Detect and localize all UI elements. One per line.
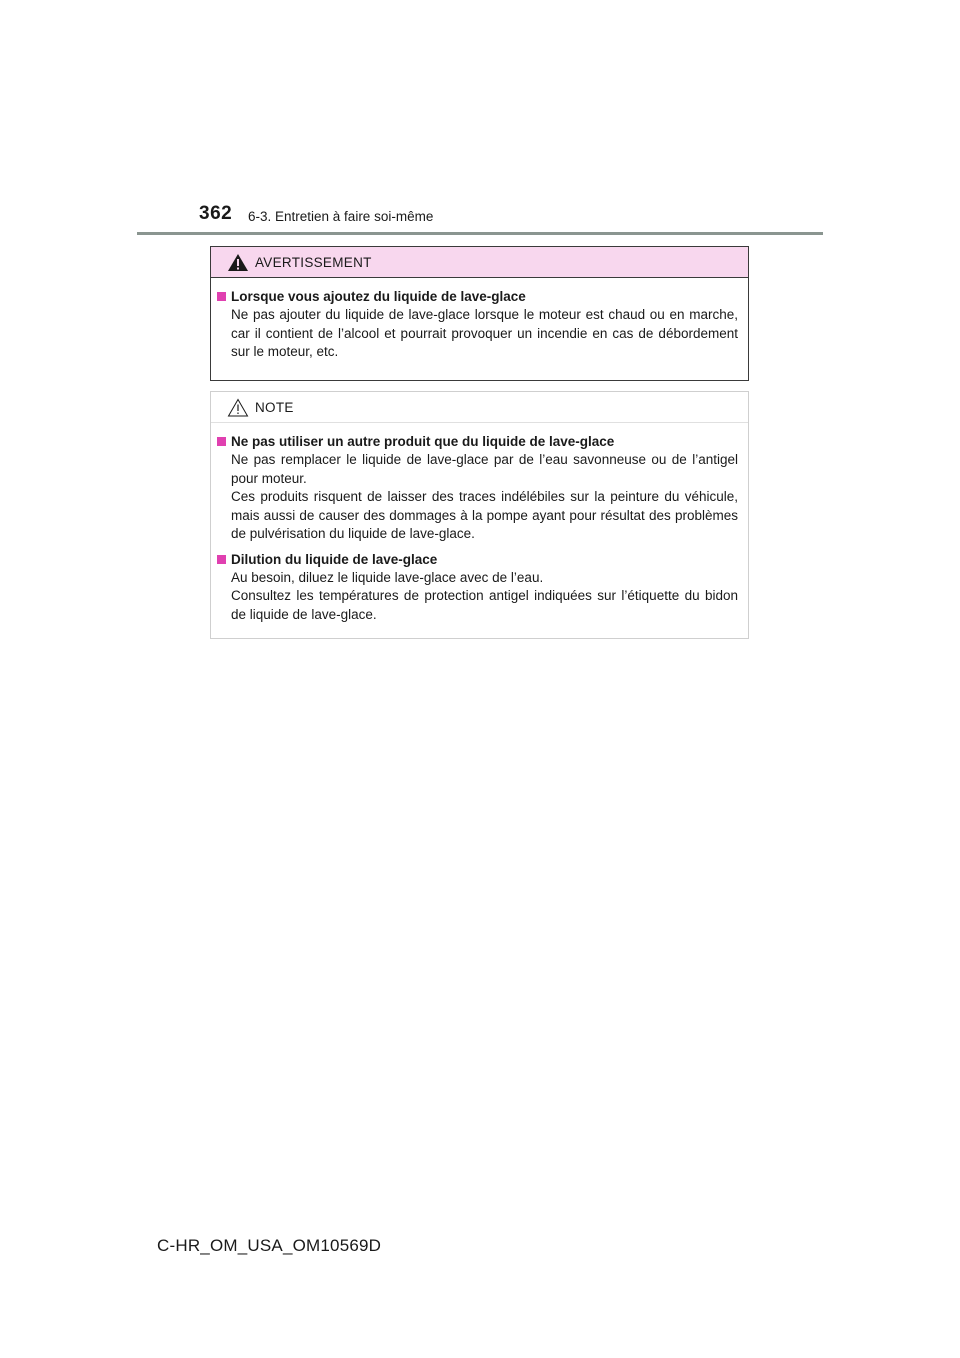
- warning-body: [211, 278, 748, 362]
- bullet-square-icon: [217, 292, 226, 301]
- note-body: [211, 423, 748, 624]
- paragraph: Consultez les températures de protection antigel indiquées sur l’étiquette du bidon de liquide de lave-glace.: [231, 588, 738, 622]
- note-item-title: Dilution du liquide de lave-glace: [231, 551, 438, 567]
- page-header: [0, 0, 960, 240]
- note-item: [217, 432, 738, 544]
- section-title: 6-3. Entretien à faire soi-même: [248, 209, 434, 224]
- paragraph: Ne pas ajouter du liquide de lave-glace lorsque le moteur est chaud ou en marche, car il contient de l’alcool et pourrait provoquer un incendie en cas de débordement sur le moteur, etc.: [231, 307, 738, 359]
- note-item-title: Ne pas utiliser un autre produit que du liquide de lave-glace: [231, 434, 615, 449]
- paragraph: Ces produits risquent de laisser des traces indélébiles sur la peinture du véhicule, mais aussi de causer des dommages à la pompe ayant pour résultat des problèmes de pulvérisation du liquide de lave-glace.: [231, 489, 738, 541]
- warning-triangle-icon: [227, 253, 249, 272]
- header-divider: [137, 232, 823, 235]
- warning-box: [210, 246, 749, 381]
- page-number: 362: [199, 203, 233, 224]
- warning-item-title: Lorsque vous ajoutez du liquide de lave-glace: [231, 289, 526, 304]
- warning-label: AVERTISSEMENT: [255, 255, 372, 270]
- bullet-square-icon: [217, 437, 226, 446]
- document-code: C-HR_OM_USA_OM10569D: [157, 1236, 382, 1255]
- bullet-square-icon: [217, 555, 226, 564]
- paragraph: Ne pas remplacer le liquide de lave-glace par de l’eau savonneuse ou de l’antigel pour moteur.: [231, 452, 738, 486]
- note-label: NOTE: [255, 400, 294, 415]
- warning-item: [217, 287, 738, 362]
- warning-item-text: [231, 306, 738, 362]
- note-header: [211, 392, 748, 423]
- caution-triangle-icon: [227, 398, 249, 417]
- paragraph: Au besoin, diluez le liquide lave-glace avec de l’eau.: [231, 569, 544, 585]
- note-item: [217, 550, 738, 625]
- note-box: [210, 391, 749, 639]
- warning-header: [211, 247, 748, 278]
- note-item-text: [231, 451, 738, 544]
- note-item-text: [231, 569, 738, 625]
